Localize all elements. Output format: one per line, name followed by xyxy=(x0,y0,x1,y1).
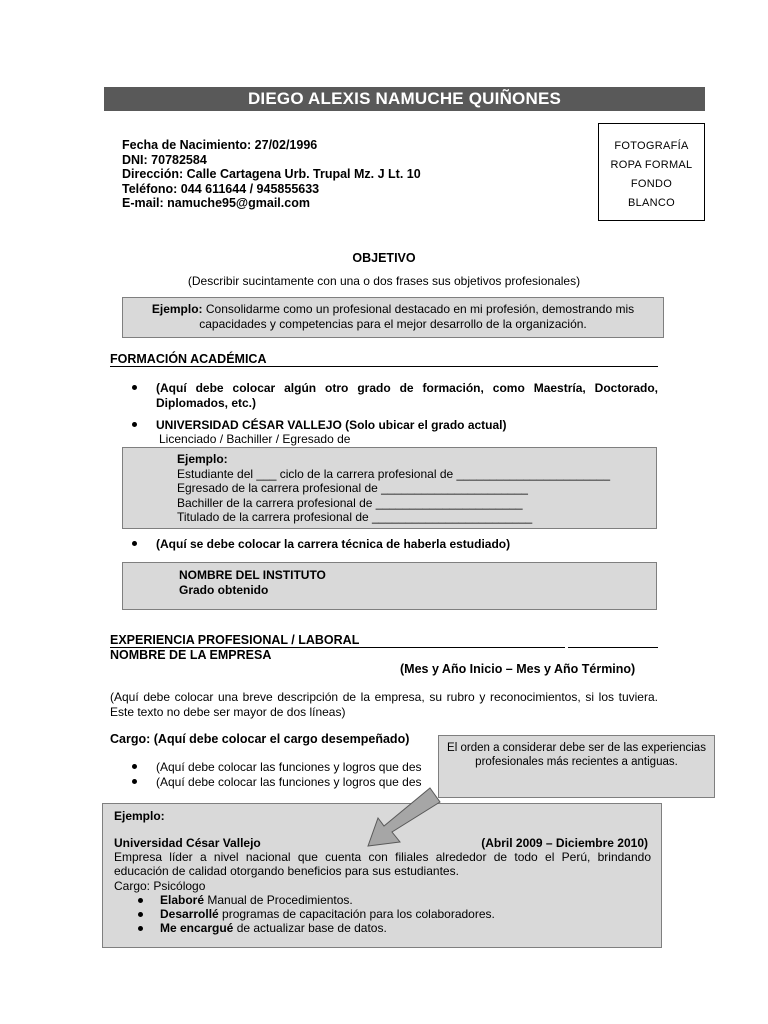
personal-info xyxy=(122,138,421,211)
example-line: Egresado de la carrera profesional de ______________________ xyxy=(177,481,528,496)
company-dates: (Mes y Año Inicio – Mes y Año Término) xyxy=(400,662,636,676)
bullet-text: (Aquí debe colocar las funciones y logros que des xyxy=(156,775,422,789)
company-name: NOMBRE DE LA EMPRESA xyxy=(110,648,272,662)
education-example-box xyxy=(122,447,657,529)
address: Dirección: Calle Cartagena Urb. Trupal Mz. J Lt. 10 xyxy=(122,167,421,182)
example-label: Ejemplo: xyxy=(114,809,165,823)
example-text: Consolidarme como un profesional destacado en mi profesión, demostrando mis capacidades y competencias para el mejor desarrollo de la organización. xyxy=(199,302,635,331)
phone: Teléfono: 044 611644 / 945855633 xyxy=(122,181,320,196)
bullet-dot xyxy=(132,385,137,390)
bullet-dot xyxy=(138,898,143,903)
objective-example-box xyxy=(122,297,664,338)
experience-heading-rule-2 xyxy=(568,647,658,648)
email: E-mail: namuche95@gmail.com xyxy=(122,196,310,211)
institute-degree: Grado obtenido xyxy=(179,582,269,597)
example-label: Ejemplo: xyxy=(151,302,203,316)
objective-title: OBJETIVO xyxy=(352,251,416,265)
photo-placeholder xyxy=(598,123,705,221)
birth-date: Fecha de Nacimiento: 27/02/1996 xyxy=(122,138,318,152)
bullet-dot xyxy=(132,764,137,769)
education-bullet-2 xyxy=(156,418,658,433)
bullet-text: (Aquí se debe colocar la carrera técnica de haberla estudiado) xyxy=(156,537,511,551)
position-title: Cargo: (Aquí debe colocar el cargo desempeñado) xyxy=(110,732,410,746)
photo-line: BLANCO xyxy=(627,197,676,209)
bullet-dot xyxy=(138,926,143,931)
education-bullet-3 xyxy=(156,537,510,552)
bullet-text: (Aquí debe colocar algún otro grado de formación, como Maestría, Doctorado, Diplomados, etc.) xyxy=(156,381,658,410)
bullet-dot xyxy=(132,779,137,784)
objective-description: (Describir sucintamente con una o dos frases sus objetivos profesionales) xyxy=(187,274,581,288)
education-heading: FORMACIÓN ACADÉMICA xyxy=(110,352,267,366)
education-heading-rule xyxy=(110,366,658,367)
bullet-text: (Aquí debe colocar las funciones y logros que des xyxy=(156,760,422,774)
achievement-verb: Desarrollé xyxy=(160,907,219,922)
bullet-dot xyxy=(132,541,137,546)
example-line: Titulado de la carrera profesional de ________________________ xyxy=(177,510,533,525)
achievement-verb: Me encargué xyxy=(160,921,234,936)
education-bullet-1 xyxy=(156,381,658,411)
photo-line: FOTOGRAFÍA xyxy=(614,140,689,152)
institute-box xyxy=(122,562,657,610)
experience-heading: EXPERIENCIA PROFESIONAL / LABORAL xyxy=(110,633,360,647)
example-achievement xyxy=(114,907,651,921)
achievement-verb: Elaboré xyxy=(160,892,205,907)
example-description: Empresa líder a nivel nacional que cuenta con filiales alrededor de todo el Perú, brindando educación de calidad otorgando beneficios para sus estudiantes. xyxy=(114,850,651,879)
example-position: Cargo: Psicólogo xyxy=(114,878,206,893)
name-title-bar: DIEGO ALEXIS NAMUCHE QUIÑONES xyxy=(104,87,705,111)
education-degree-options: Licenciado / Bachiller / Egresado de xyxy=(159,432,351,446)
callout-arrow-icon xyxy=(350,780,450,860)
example-org: Universidad César Vallejo xyxy=(114,836,261,851)
example-period: (Abril 2009 – Diciembre 2010) xyxy=(481,836,648,851)
example-line: Estudiante del ___ ciclo de la carrera profesional de _______________________ xyxy=(177,466,611,481)
order-callout: El orden a considerar debe ser de las experiencias profesionales más recientes a antiguas. xyxy=(438,735,715,798)
achievement-text: Manual de Procedimientos. xyxy=(204,892,353,907)
photo-line: ROPA FORMAL xyxy=(610,159,693,171)
achievement-text: programas de capacitación para los colaboradores. xyxy=(218,907,495,922)
example-label: Ejemplo: xyxy=(177,452,228,466)
achievement-text: de actualizar base de datos. xyxy=(233,921,387,936)
dni: DNI: 70782584 xyxy=(122,152,207,167)
example-line: Bachiller de la carrera profesional de ______________________ xyxy=(177,495,523,510)
bullet-dot xyxy=(132,422,137,427)
bullet-text: UNIVERSIDAD CÉSAR VALLEJO (Solo ubicar el grado actual) xyxy=(156,418,507,432)
institute-name: NOMBRE DEL INSTITUTO xyxy=(179,568,326,582)
bullet-dot xyxy=(138,912,143,917)
example-achievement xyxy=(114,893,651,907)
company-description: (Aquí debe colocar una breve descripción de la empresa, su rubro y reconocimientos, si los tuviera. Este texto no debe ser mayor de dos líneas) xyxy=(110,690,658,719)
function-item xyxy=(156,760,422,775)
photo-line: FONDO xyxy=(630,178,673,190)
example-achievement xyxy=(114,921,651,935)
